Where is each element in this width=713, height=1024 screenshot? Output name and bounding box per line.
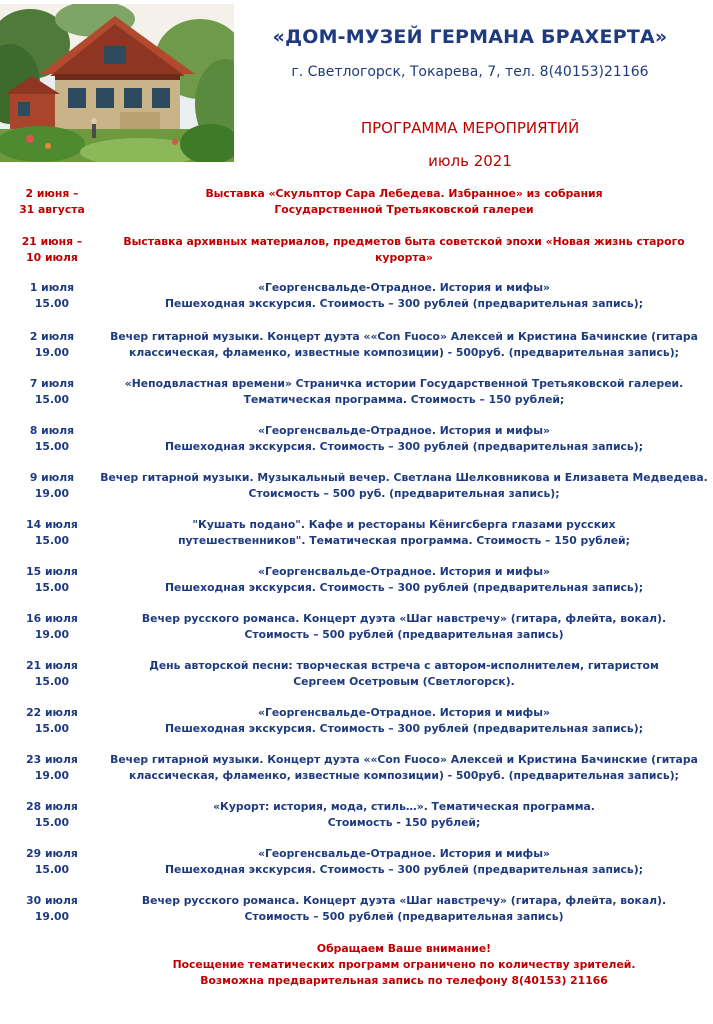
attention-notice [100, 941, 708, 989]
event-date: 22 июля 15.00 [26, 706, 78, 735]
notice-limit-text: Посещение тематических программ ограничено по количеству зрителей. [172, 958, 636, 971]
event-date: 2 июля 19.00 [29, 330, 75, 359]
event-date: 28 июля 15.00 [26, 800, 78, 829]
event-description: «Курорт: история, мода, стиль…». Тематическая программа. Стоимость - 150 рублей; [213, 800, 595, 829]
event-description: Вечер гитарной музыки. Концерт дуэта ««Con Fuoco» Алексей и Кристина Бачинские (гитара классическая, фламенко, известные композиции) - 500руб. (предварительная запись); [110, 753, 698, 782]
event-date: 14 июля 15.00 [26, 518, 78, 547]
event-date: 29 июля 15.00 [26, 847, 78, 876]
event-description: Выставка архивных материалов, предметов быта советской эпохи «Новая жизнь старого курорта» [123, 235, 685, 264]
event-date: 23 июля 19.00 [26, 753, 78, 782]
museum-house-painting [0, 4, 234, 162]
event-description: Выставка «Скульптор Сара Лебедева. Избранное» из собрания Государственной Третьяковской галереи [205, 187, 603, 216]
event-date: 30 июля 19.00 [26, 894, 78, 923]
event-date: 9 июля 19.00 [29, 471, 75, 500]
museum-title: «ДОМ-МУЗЕЙ ГЕРМАНА БРАХЕРТА» [272, 26, 668, 48]
event-date: 1 июля 15.00 [29, 281, 75, 310]
event-date: 2 июня – 31 августа [19, 187, 85, 216]
event-description: Вечер русского романса. Концерт дуэта «Шаг навстречу» (гитара, флейта, вокал). Стоимость – 500 рублей (предварительная запись) [141, 612, 667, 641]
event-date: 21 июля 15.00 [26, 659, 78, 688]
program-month: июль 2021 [428, 152, 512, 170]
event-description: «Георгенсвальде-Отрадное. История и мифы» Пешеходная экскурсия. Стоимость – 300 рублей (предварительная запись); [164, 281, 644, 310]
event-date: 8 июля 15.00 [29, 424, 75, 453]
program-heading: ПРОГРАММА МЕРОПРИЯТИЙ [360, 119, 580, 137]
event-description: Вечер русского романса. Концерт дуэта «Шаг навстречу» (гитара, флейта, вокал). Стоимость – 500 рублей (предварительная запись) [141, 894, 667, 923]
event-description: «Георгенсвальде-Отрадное. История и мифы» Пешеходная экскурсия. Стоимость – 300 рублей (предварительная запись); [164, 847, 644, 876]
event-description: День авторской песни: творческая встреча с автором-исполнителем, гитаристом Сергеем Осетровым (Светлогорск). [149, 659, 659, 688]
event-date: 21 июня – 10 июля [21, 235, 83, 264]
event-description: «Георгенсвальде-Отрадное. История и мифы» Пешеходная экскурсия. Стоимость – 300 рублей (предварительная запись); [164, 706, 644, 735]
notice-heading: Обращаем Ваше внимание! [316, 942, 492, 955]
event-description: "Кушать подано". Кафе и рестораны Кёнигсберга глазами русских путешественников". Тематическая программа. Стоимость – 150 рублей; [178, 518, 630, 547]
museum-address: г. Светлогорск, Токарева, 7, тел. 8(40153)21166 [291, 64, 649, 80]
event-description: «Неподвластная времени» Страничка истории Государственной Третьяковской галереи. Тематическая программа. Стоимость – 150 рублей; [124, 377, 684, 406]
event-description: «Георгенсвальде-Отрадное. История и мифы» Пешеходная экскурсия. Стоимость – 300 рублей (предварительная запись); [164, 424, 644, 453]
event-description: «Георгенсвальде-Отрадное. История и мифы» Пешеходная экскурсия. Стоимость – 300 рублей (предварительная запись); [164, 565, 644, 594]
event-date: 15 июля 15.00 [26, 565, 78, 594]
event-date: 16 июля 19.00 [26, 612, 78, 641]
event-description: Вечер гитарной музыки. Концерт дуэта ««Con Fuoco» Алексей и Кристина Бачинские (гитара классическая, фламенко, известные композиции) - 500руб. (предварительная запись); [110, 330, 698, 359]
notice-booking-text: Возможна предварительная запись по телефону 8(40153) 21166 [200, 974, 608, 987]
event-date: 7 июля 15.00 [29, 377, 75, 406]
event-description: Вечер гитарной музыки. Музыкальный вечер. Светлана Шелковникова и Елизавета Медведева. Стоисмость – 500 руб. (предварительная запись); [100, 471, 708, 500]
